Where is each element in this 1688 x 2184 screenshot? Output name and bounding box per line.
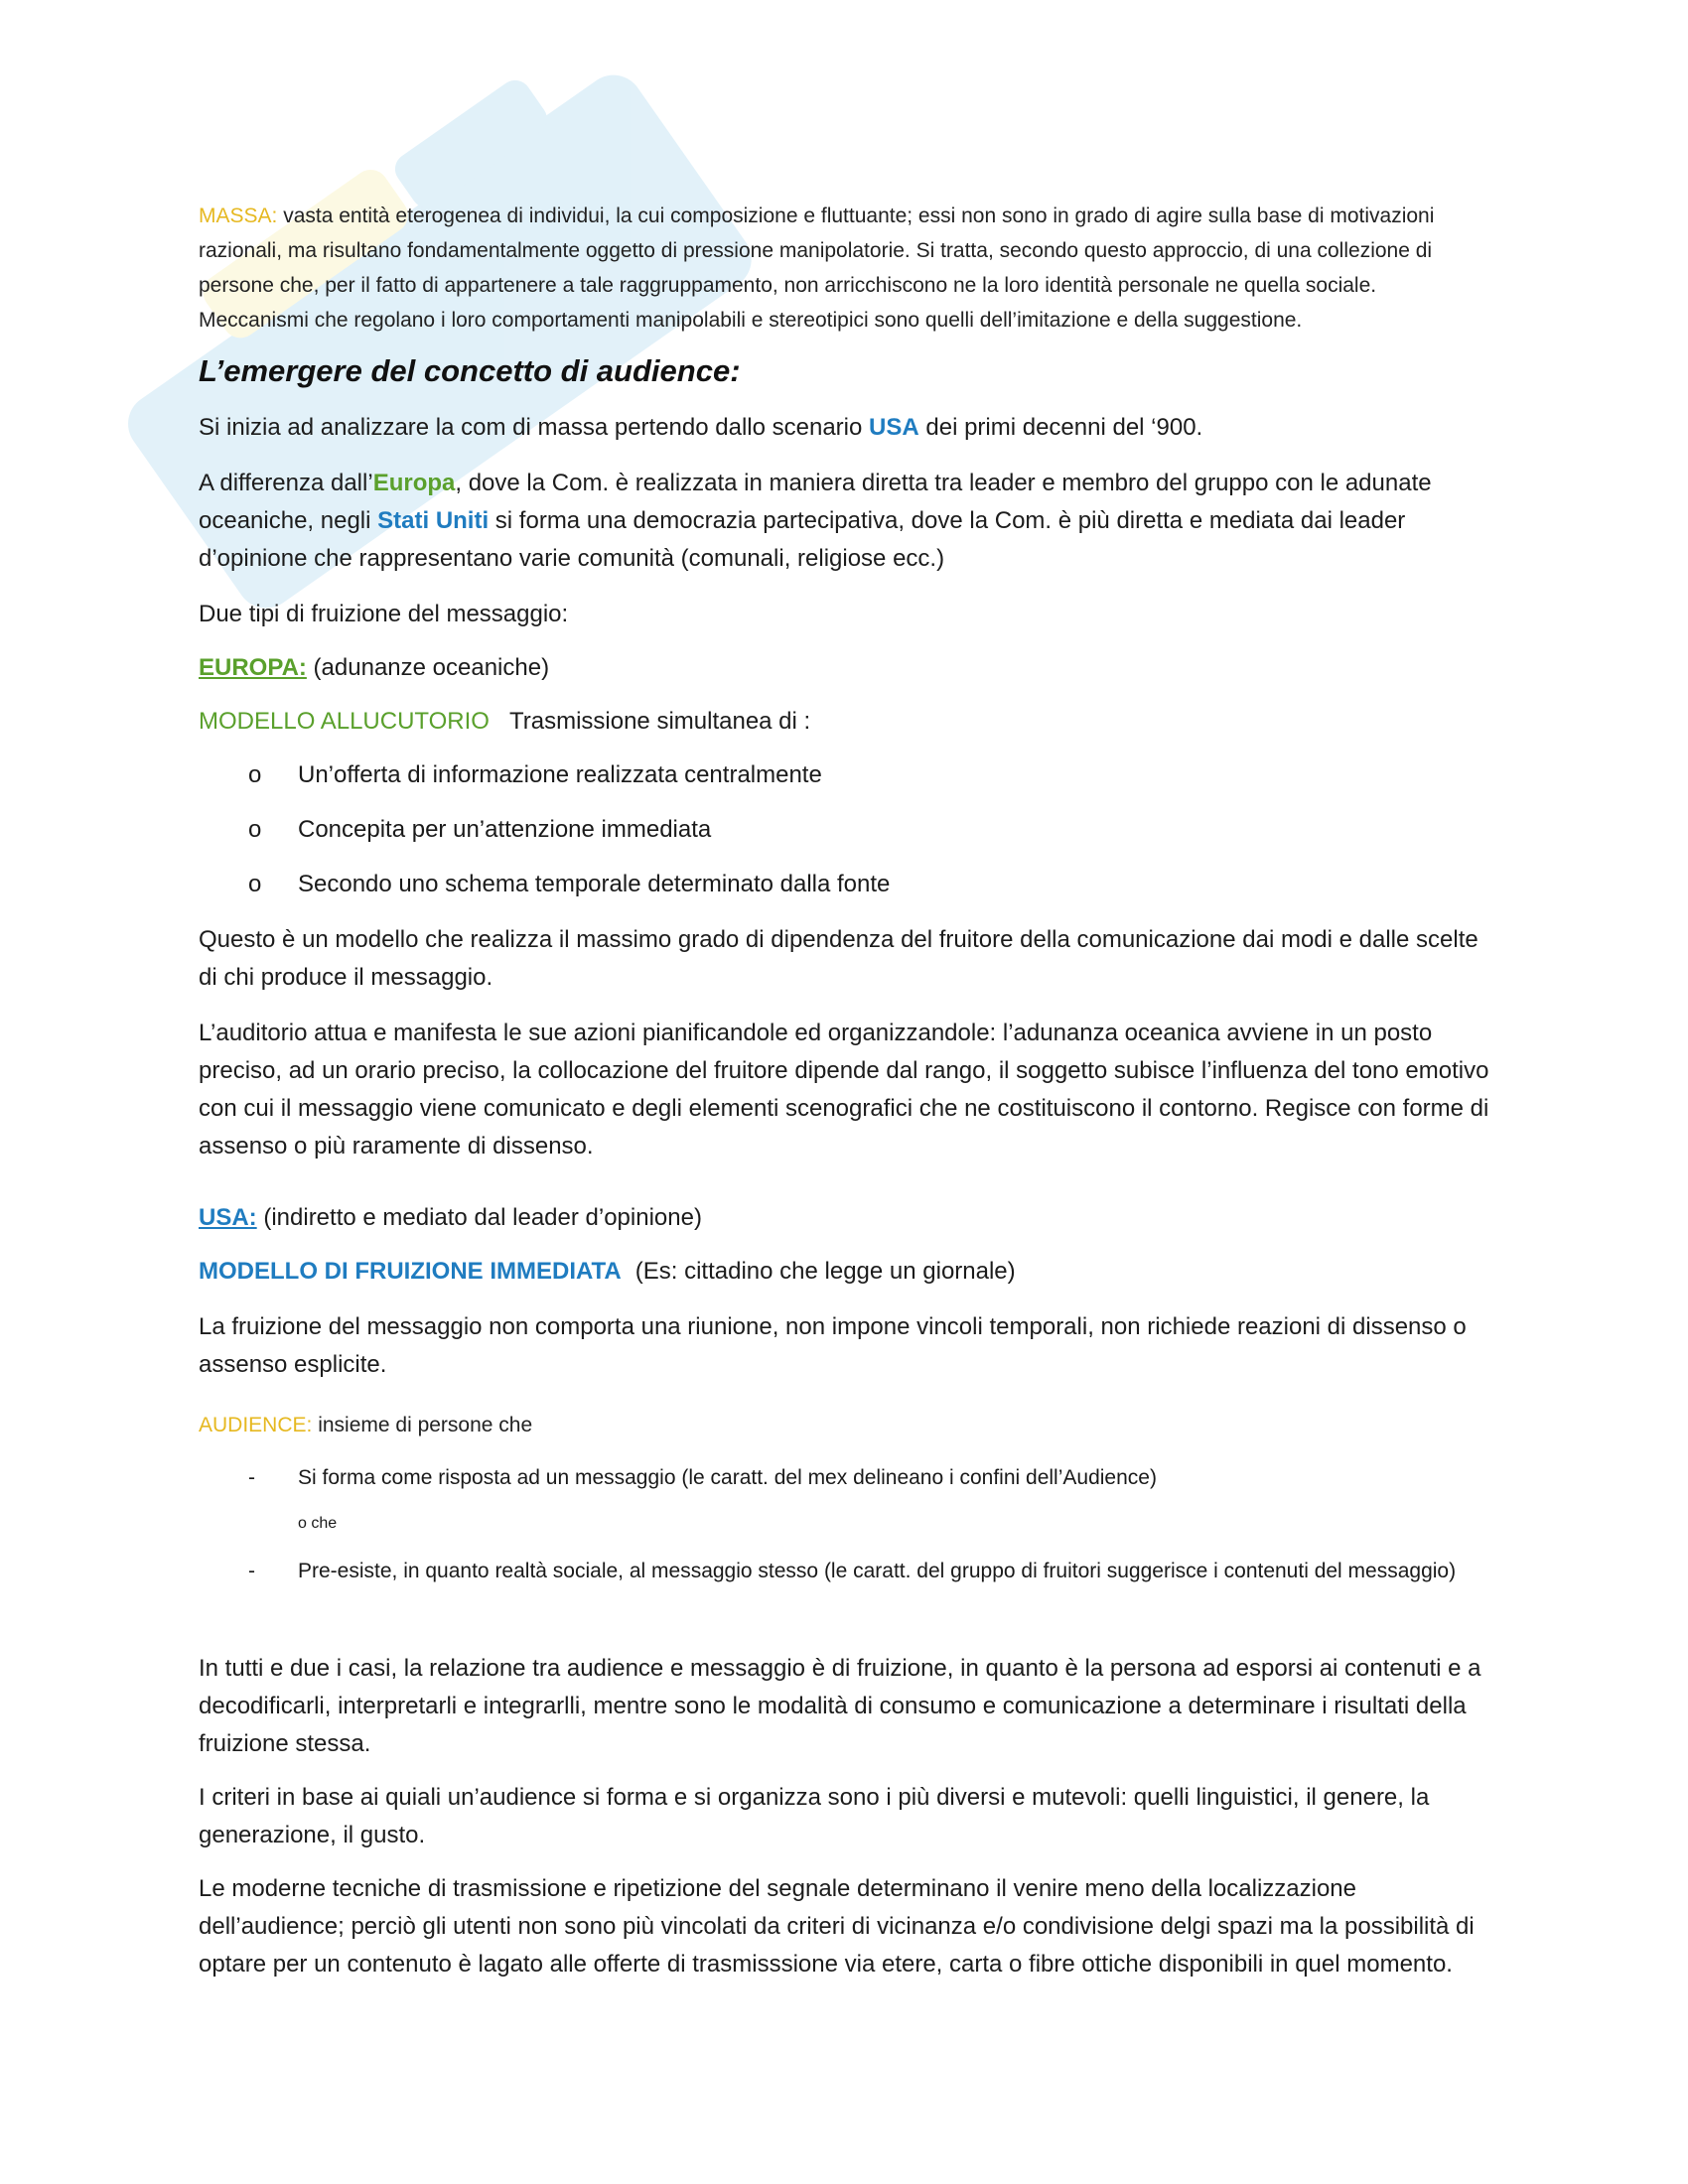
dependency-paragraph: Questo è un modello che realizza il massimo grado di dipendenza del fruitore della comunicazione dai modi e dalle scelte di chi produce il messaggio. <box>199 926 1478 991</box>
closing-paragraph-1: In tutti e due i casi, la relazione tra audience e messaggio è di fruizione, in quanto è la persona ad esporsi ai contenuti e a decodificarli, interpretarli e integrarlli, mentre sono le modalità di consumo e comunicazione a determinare i risultati della fruizione stessa. <box>199 1655 1481 1757</box>
difference-paragraph <box>199 465 1489 578</box>
diff-part3: si forma una democrazia partecipativa, dove la Com. è più diretta e mediata dai leader d’opinione che rappresentano varie comunità (comunali, religiose ecc.) <box>199 507 1406 572</box>
allucutorio-bullets <box>199 756 1489 903</box>
intro-usa: USA <box>869 414 919 441</box>
due-tipi-line: Due tipi di fruizione del messaggio: <box>199 601 569 627</box>
audience-list-2 <box>199 1555 1489 1588</box>
bullet-mark: o <box>248 871 262 897</box>
diff-europa: Europa <box>372 470 456 496</box>
diff-stati-uniti: Stati Uniti <box>377 507 490 534</box>
list-item <box>199 756 1489 794</box>
audience-or: o che <box>298 1515 338 1532</box>
fruizione-line <box>199 1253 1016 1291</box>
auditorio-paragraph: L’auditorio attua e manifesta le sue azioni pianificandole ed organizzandole: l’adunanza oceanica avviene in un posto preciso, ad un orario preciso, la collocazione del fruitore dipende dal rango, il soggetto subisce l’influenza del tono emotivo con cui il messaggio viene comunicato e degli elementi scenografici che ne costituiscono il contorno. Regisce con forme di assenso o più raramente di dissenso. <box>199 1020 1489 1160</box>
bullet-text: Concepita per un’attenzione immediata <box>298 816 712 843</box>
massa-definition <box>199 199 1450 338</box>
usa-line <box>199 1199 702 1237</box>
massa-term: MASSA: <box>199 205 278 227</box>
intro-after: dei primi decenni del ‘900. <box>918 414 1203 441</box>
audience-term: AUDIENCE: <box>199 1414 313 1436</box>
audience-item-1: Si forma come risposta ad un messaggio (le caratt. del mex delineano i confini dell’Audience) <box>298 1466 1157 1489</box>
audience-list <box>199 1461 1489 1495</box>
closing-paragraph-3: Le moderne tecniche di trasmissione e ripetizione del segnale determinano il venire meno della localizzazione dell’audience; perciò gli utenti non sono più vincolati da criteri di vicinanza e/o condivisione delgi spazi ma la possibilità di optare per un contenuto è lagato alle offerte di trasmisssione via etere, carta o fibre ottiche disponibili in quel momento. <box>199 1875 1475 1978</box>
europa-label: EUROPA: <box>199 654 307 681</box>
fruizione-model: MODELLO DI FRUIZIONE IMMEDIATA <box>199 1258 622 1285</box>
list-item <box>199 1461 1489 1495</box>
section-heading: L’emergere del concetto di audience: <box>199 353 741 388</box>
fruizione-desc: (Es: cittadino che legge un giornale) <box>634 1258 1016 1285</box>
audience-definition <box>199 1408 532 1442</box>
bullet-mark: o <box>248 761 262 788</box>
allucutorio-line <box>199 703 810 741</box>
diff-part1: A differenza dall’ <box>199 470 373 496</box>
audience-text: insieme di persone che <box>312 1414 533 1436</box>
list-item <box>199 866 1489 903</box>
bullet-text: Un’offerta di informazione realizzata centralmente <box>298 761 822 788</box>
allucutorio-desc: Trasmissione simultanea di : <box>508 708 811 735</box>
dash-mark: - <box>248 1466 255 1489</box>
massa-text: vasta entità eterogenea di individui, la cui composizione e fluttuante; essi non sono in grado di agire sulla base di motivazioni razionali, ma risultano fondamentalmente oggetto di pressione manipolatorie. Si tratta, secondo questo approccio, di una collezione di persone che, per il fatto di appartenere a tale raggruppamento, non arricchiscono ne la loro identità personale ne quella sociale. Meccanismi che regolano i loro comportamenti manipolabili e stereotipici sono quelli dell’imitazione e della suggestione. <box>199 205 1435 332</box>
europa-line <box>199 649 549 687</box>
allucutorio-model: MODELLO ALLUCUTORIO <box>199 708 490 735</box>
fruizione-paragraph: La fruizione del messaggio non comporta una riunione, non impone vincoli temporali, non richiede reazioni di dissenso o assenso esplicite. <box>199 1313 1467 1378</box>
usa-label: USA: <box>199 1204 257 1231</box>
bullet-text: Secondo uno schema temporale determinato dalla fonte <box>298 871 891 897</box>
intro-paragraph <box>199 409 1489 447</box>
list-item <box>199 811 1489 849</box>
closing-paragraph-2: I criteri in base ai quiali un’audience si forma e si organizza sono i più diversi e mutevoli: quelli linguistici, il genere, la generazione, il gusto. <box>199 1784 1430 1848</box>
europa-note: (adunanze oceaniche) <box>306 654 550 681</box>
intro-before: Si inizia ad analizzare la com di massa pertendo dallo scenario <box>199 414 870 441</box>
bullet-mark: o <box>248 816 262 843</box>
audience-item-2: Pre-esiste, in quanto realtà sociale, al messaggio stesso (le caratt. del gruppo di fruitori suggerisce i contenuti del messaggio) <box>298 1560 1457 1582</box>
usa-note: (indiretto e mediato dal leader d’opinione) <box>256 1204 702 1231</box>
list-item <box>199 1555 1489 1588</box>
dash-mark: - <box>248 1560 255 1582</box>
diff-part2: , dove la Com. è realizzata in maniera diretta tra leader e membro del gruppo con le adunate oceaniche, negli <box>199 470 1432 534</box>
